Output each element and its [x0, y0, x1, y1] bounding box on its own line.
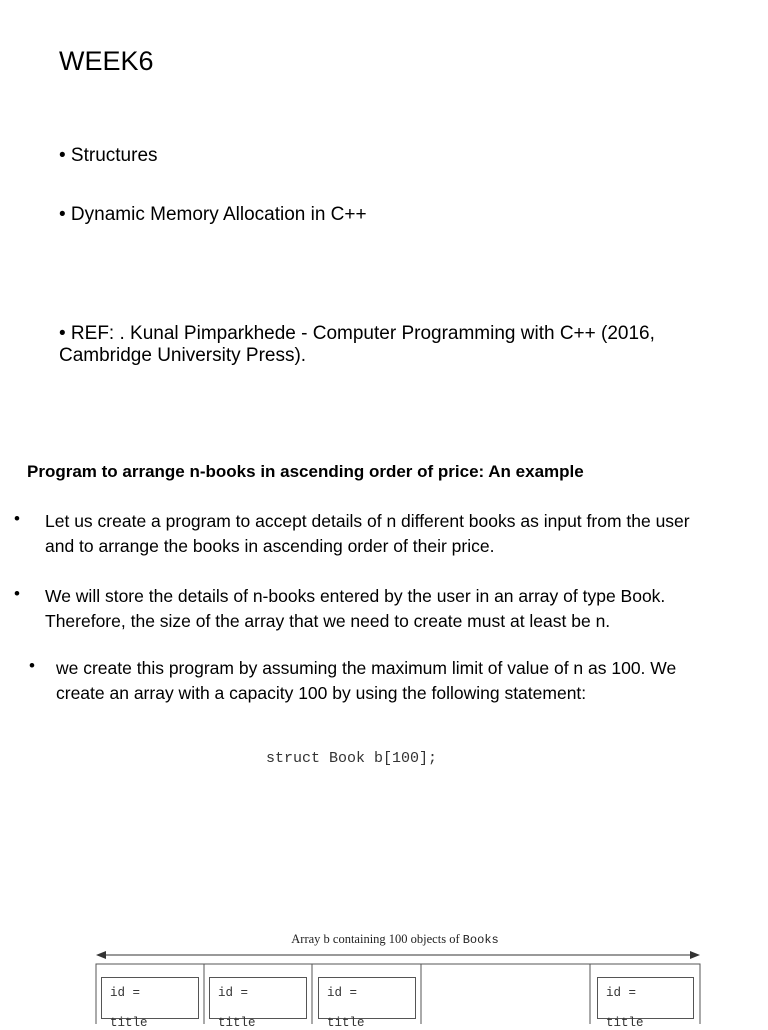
- field-id-label: id =: [327, 986, 358, 1000]
- figure-caption-mono: Books: [462, 933, 499, 947]
- paragraph-1-line-2: and to arrange the books in ascending order of their price.: [45, 536, 495, 556]
- bullet-dot: •: [29, 656, 35, 675]
- figure-caption-text: Array b containing 100 objects of: [291, 932, 463, 946]
- page-title: WEEK6: [59, 46, 154, 76]
- paragraph-1-line-1: Let us create a program to accept details of n different books as input from the user: [45, 511, 690, 531]
- field-id-label: id =: [606, 986, 637, 1000]
- section-heading: Program to arrange n-books in ascending order of price: An example: [27, 462, 584, 481]
- paragraph-3-line-2: create an array with a capacity 100 by using the following statement:: [56, 683, 587, 703]
- bullet-dot: •: [14, 509, 20, 528]
- reference-line-2: Cambridge University Press).: [59, 345, 307, 366]
- paragraph-3-line-1: we create this program by assuming the maximum limit of value of n as 100. We: [56, 658, 677, 678]
- array-element-3: [318, 977, 416, 1030]
- dimension-arrow: [96, 951, 700, 959]
- array-element-2: [209, 977, 307, 1030]
- field-title-label: title: [110, 1016, 148, 1030]
- paragraph-2-line-2: Therefore, the size of the array that we need to create must at least be n.: [45, 611, 611, 631]
- paragraph-2-line-1: We will store the details of n-books entered by the user in an array of type Book.: [45, 586, 666, 606]
- paragraph-2: [45, 584, 665, 634]
- field-id-label: id =: [110, 986, 141, 1000]
- bullet-structures: • Structures: [59, 145, 158, 166]
- bullet-dynamic-memory: • Dynamic Memory Allocation in C++: [59, 204, 367, 225]
- array-element-last: [597, 977, 694, 1030]
- array-element-1: [101, 977, 199, 1030]
- field-title-label: title: [606, 1016, 644, 1030]
- paragraph-3: [56, 656, 676, 706]
- code-statement: struct Book b[100];: [266, 750, 438, 767]
- field-id-label: id =: [218, 986, 249, 1000]
- field-title-label: title: [327, 1016, 365, 1030]
- reference-line-1: • REF: . Kunal Pimparkhede - Computer Programming with C++ (2016,: [59, 323, 655, 344]
- bullet-dot: •: [14, 584, 20, 603]
- field-title-label: title: [218, 1016, 256, 1030]
- paragraph-1: [45, 509, 690, 559]
